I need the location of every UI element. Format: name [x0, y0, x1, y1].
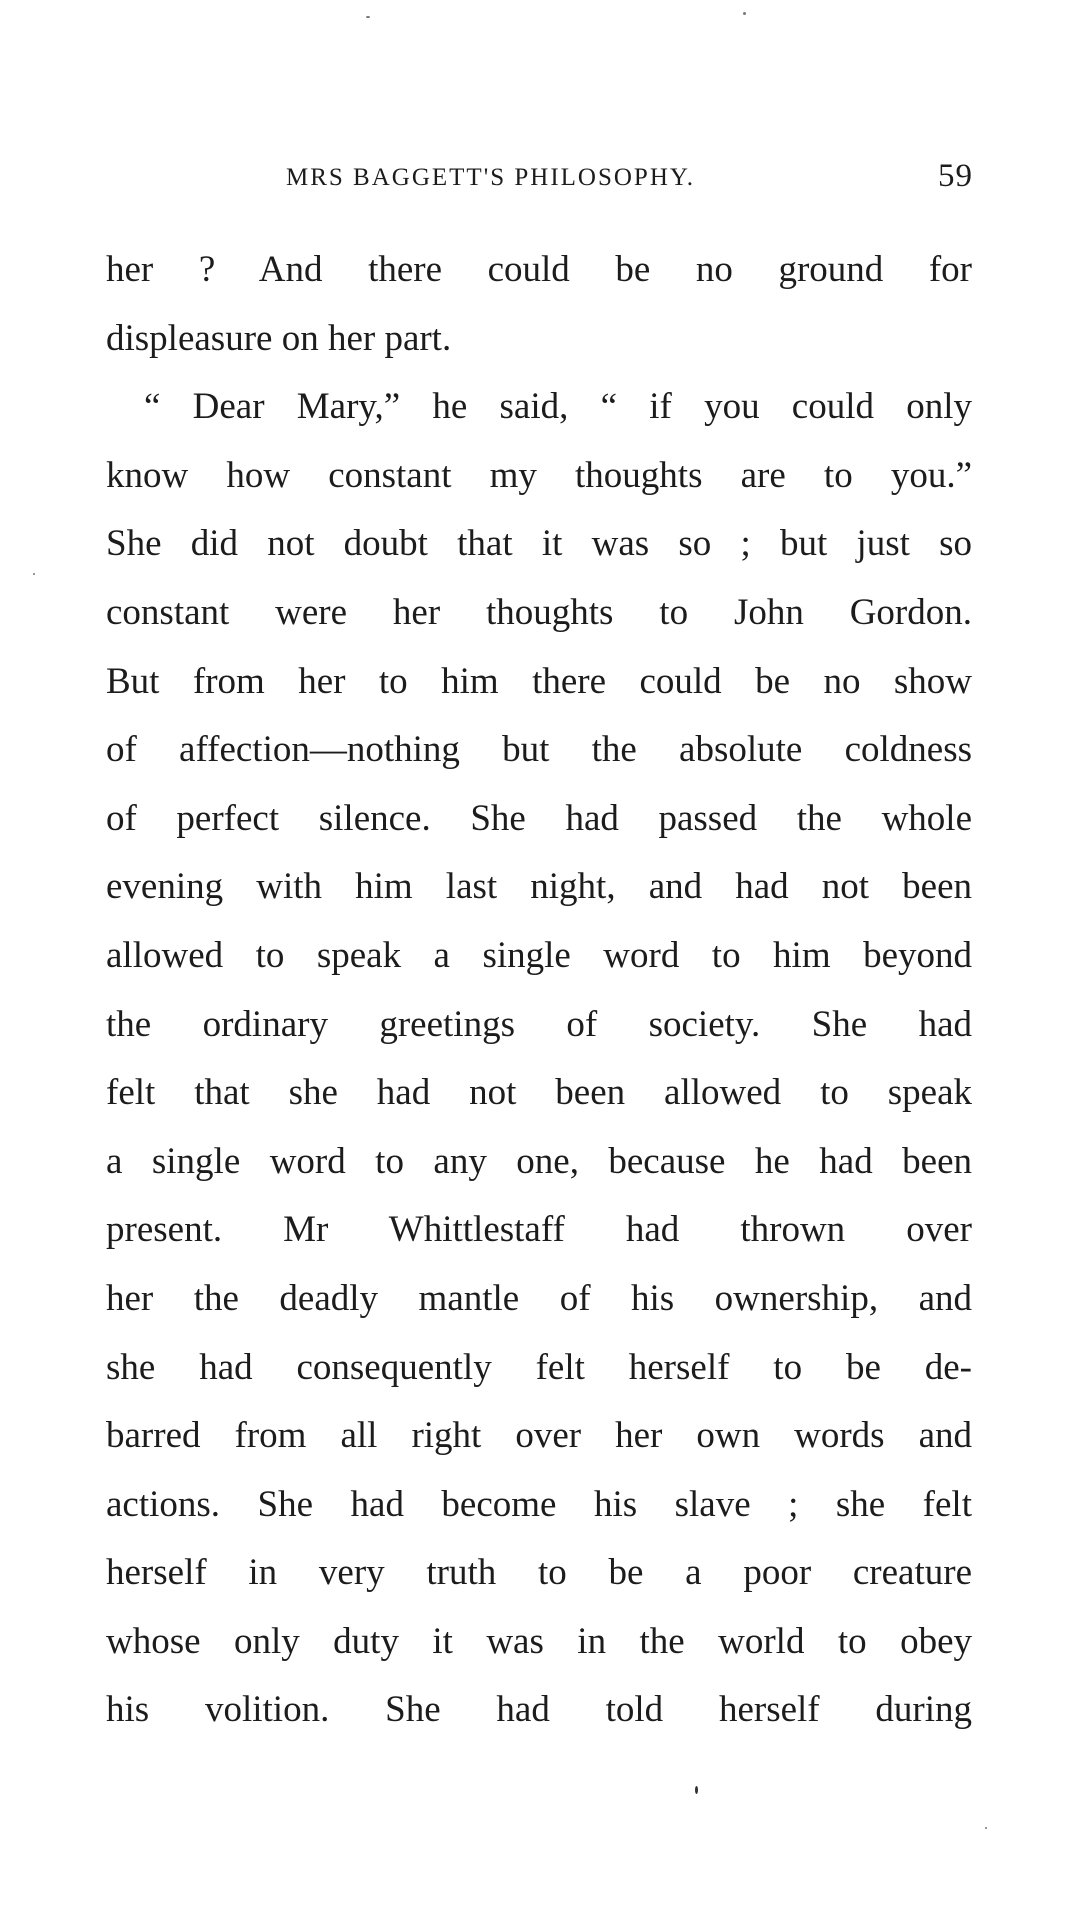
page-number: 59 — [938, 158, 973, 194]
scan-speck — [366, 16, 370, 18]
text-line: evening with him last night, and had not been — [106, 866, 972, 908]
text-line: of affection—nothing but the absolute coldness — [106, 729, 972, 771]
text-line: her ? And there could be no ground for — [106, 249, 972, 290]
text-line: she had consequently felt herself to be de- — [106, 1346, 972, 1388]
scan-speck — [743, 12, 746, 15]
text-line: But from her to him there could be no show — [106, 660, 972, 702]
text-line: whose only duty it was in the world to obey — [106, 1620, 972, 1662]
text-line: actions. She had become his slave ; she felt — [106, 1483, 972, 1525]
text-line: She did not doubt that it was so ; but just so — [106, 523, 972, 565]
text-line: felt that she had not been allowed to speak — [106, 1072, 972, 1114]
body-text — [106, 236, 972, 1745]
text-line: the ordinary greetings of society. She had — [106, 1003, 972, 1045]
scan-speck — [695, 1786, 698, 1794]
text-line: a single word to any one, because he had been — [106, 1140, 972, 1182]
text-line: “ Dear Mary,” he said, “ if you could only — [144, 386, 972, 428]
text-line: constant were her thoughts to John Gordon. — [106, 591, 972, 633]
running-title: MRS BAGGETT'S PHILOSOPHY. — [286, 164, 695, 191]
text-line: herself in very truth to be a poor creature — [106, 1552, 972, 1594]
text-line: his volition. She had told herself during — [106, 1689, 972, 1731]
text-line: know how constant my thoughts are to you.” — [106, 454, 972, 496]
text-line: displeasure on her part. — [106, 317, 452, 359]
text-line: present. Mr Whittlestaff had thrown over — [106, 1209, 972, 1251]
running-header — [286, 158, 973, 198]
text-line: her the deadly mantle of his ownership, and — [106, 1277, 972, 1319]
scan-speck — [33, 573, 35, 575]
scan-speck — [985, 1827, 987, 1829]
text-line: barred from all right over her own words and — [106, 1415, 972, 1457]
text-line: allowed to speak a single word to him beyond — [106, 934, 972, 976]
text-line: of perfect silence. She had passed the whole — [106, 797, 972, 839]
